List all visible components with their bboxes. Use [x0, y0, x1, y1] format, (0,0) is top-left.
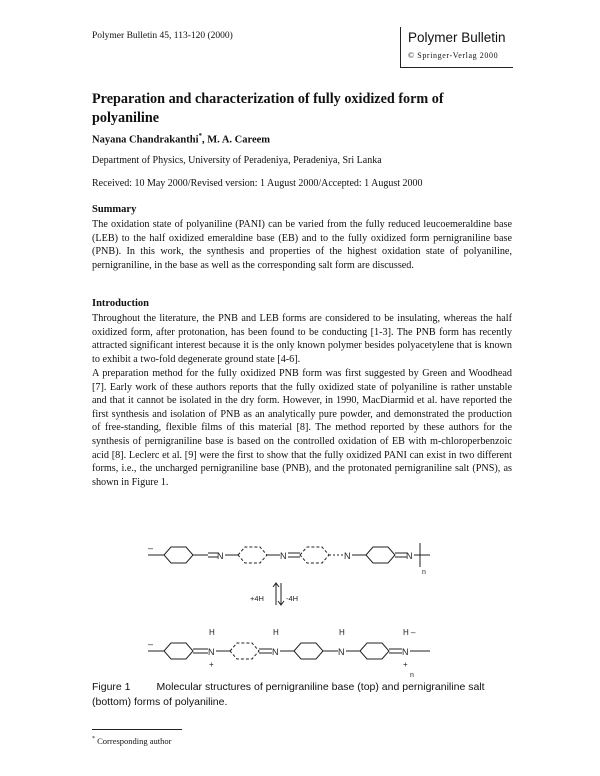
top-n-2: N: [280, 551, 287, 561]
bottom-h-3: H: [339, 628, 345, 637]
figure-caption-label: Figure 1: [92, 681, 131, 693]
bottom-h-1: H: [209, 628, 215, 637]
top-n-4: N: [406, 551, 413, 561]
article-title: Preparation and characterization of fully oxidized form of polyaniline: [92, 91, 444, 126]
top-ring-1: [164, 547, 193, 563]
figure-1-structures: [148, 543, 448, 677]
bottom-n-1: N: [208, 647, 215, 657]
figure-caption: [92, 680, 512, 710]
author-name: Nayana Chandrakanthi: [92, 134, 199, 146]
top-ring-2: [238, 547, 267, 563]
bottom-n-4: N: [402, 647, 409, 657]
journal-copyright: © Springer-Verlag 2000: [408, 51, 499, 60]
bottom-charge-1: +: [209, 660, 214, 669]
bottom-h-4: H: [403, 628, 409, 637]
footnote: [92, 736, 172, 746]
bottom-repeat-n: n: [410, 672, 414, 677]
running-header: Polymer Bulletin 45, 113-120 (2000): [92, 31, 233, 41]
author-name-rest: , M. A. Careem: [202, 134, 271, 146]
bottom-n-2: N: [272, 647, 279, 657]
bottom-h-4-dash: –: [411, 628, 416, 637]
bottom-ring-4: [360, 643, 389, 659]
deprotonation-label: -4H: [286, 594, 299, 603]
top-ring-3: [300, 547, 329, 563]
bottom-ring-1: [164, 643, 193, 659]
introduction-heading: Introduction: [92, 298, 149, 309]
introduction-paragraph-2: A preparation method for the fully oxidized PNB form was first suggested by Green and Woodhead [7]. Early work of these authors reports that the fully oxidized state of polyaniline is rather unstable and that it cannot be isolated in the dry form. However, in 1990, MacDiarmid et al. have reported the first synthesis and isolation of PNB as an analytically pure powder, and demonstrated the production of free-standing, flexible films of this material [8]. The method reported by these authors for the synthesis of pernigraniline base is based on the controlled oxidation of EB with m-chloroperbenzoic acid [8]. Leclerc et al. [9] were the first to show that the fully oxidized PANI can exist in two different forms, i.e., the uncharged pernigraniline base (PNB), and the protonated pernigraniline salt (PNS), as shown in Figure 1.: [92, 368, 512, 488]
bottom-h-2: H: [273, 628, 279, 637]
footnote-rule: [92, 729, 182, 730]
top-n-3: N: [344, 551, 351, 561]
figure-caption-text: Molecular structures of pernigraniline base (top) and pernigraniline salt (bottom) forms of polyaniline.: [92, 681, 485, 708]
summary-heading: Summary: [92, 204, 137, 215]
top-n-1: N: [217, 551, 224, 561]
bottom-charge-4: +: [403, 660, 408, 669]
bottom-chain-start-dash: –: [148, 639, 154, 649]
protonation-label: +4H: [250, 594, 264, 603]
author-list: [92, 132, 270, 146]
top-ring-4: [366, 547, 395, 563]
footnote-text: Corresponding author: [97, 736, 172, 746]
submission-dates: Received: 10 May 2000/Revised version: 1 August 2000/Accepted: 1 August 2000: [92, 178, 423, 189]
corresponding-mark: *: [198, 132, 202, 140]
footnote-mark: *: [92, 736, 95, 743]
summary-text: The oxidation state of polyaniline (PANI) can be varied from the fully reduced leucoemeraldine base (LEB) to the half oxidized emeraldine base (EB) and to the fully oxidized form pernigraniline base (PNB). In this work, the synthesis and properties of the highest oxidation state of polyaniline, pernigraniline, in the base as well as the corresponding salt form are discussed.: [92, 219, 512, 271]
bottom-ring-3: [294, 643, 323, 659]
structure-drawing: [148, 543, 448, 677]
top-repeat-n: n: [422, 569, 426, 576]
journal-name: Polymer Bulletin: [408, 30, 506, 45]
top-chain-start-dash: –: [148, 543, 154, 553]
journal-box: [400, 27, 513, 68]
bottom-n-3: N: [338, 647, 345, 657]
bottom-ring-2: [230, 643, 259, 659]
affiliation: Department of Physics, University of Peradeniya, Peradeniya, Sri Lanka: [92, 155, 382, 166]
introduction-paragraph-1: Throughout the literature, the PNB and LEB forms are considered to be insulating, whereas the half oxidized form, after protonation, has been found to be conducting [1-3]. The PNB form has recently attracted significant interest because it is the only known polymer besides polyacetylene that is known to exhibit a two-fold degenerate ground state [4-6].: [92, 313, 512, 365]
